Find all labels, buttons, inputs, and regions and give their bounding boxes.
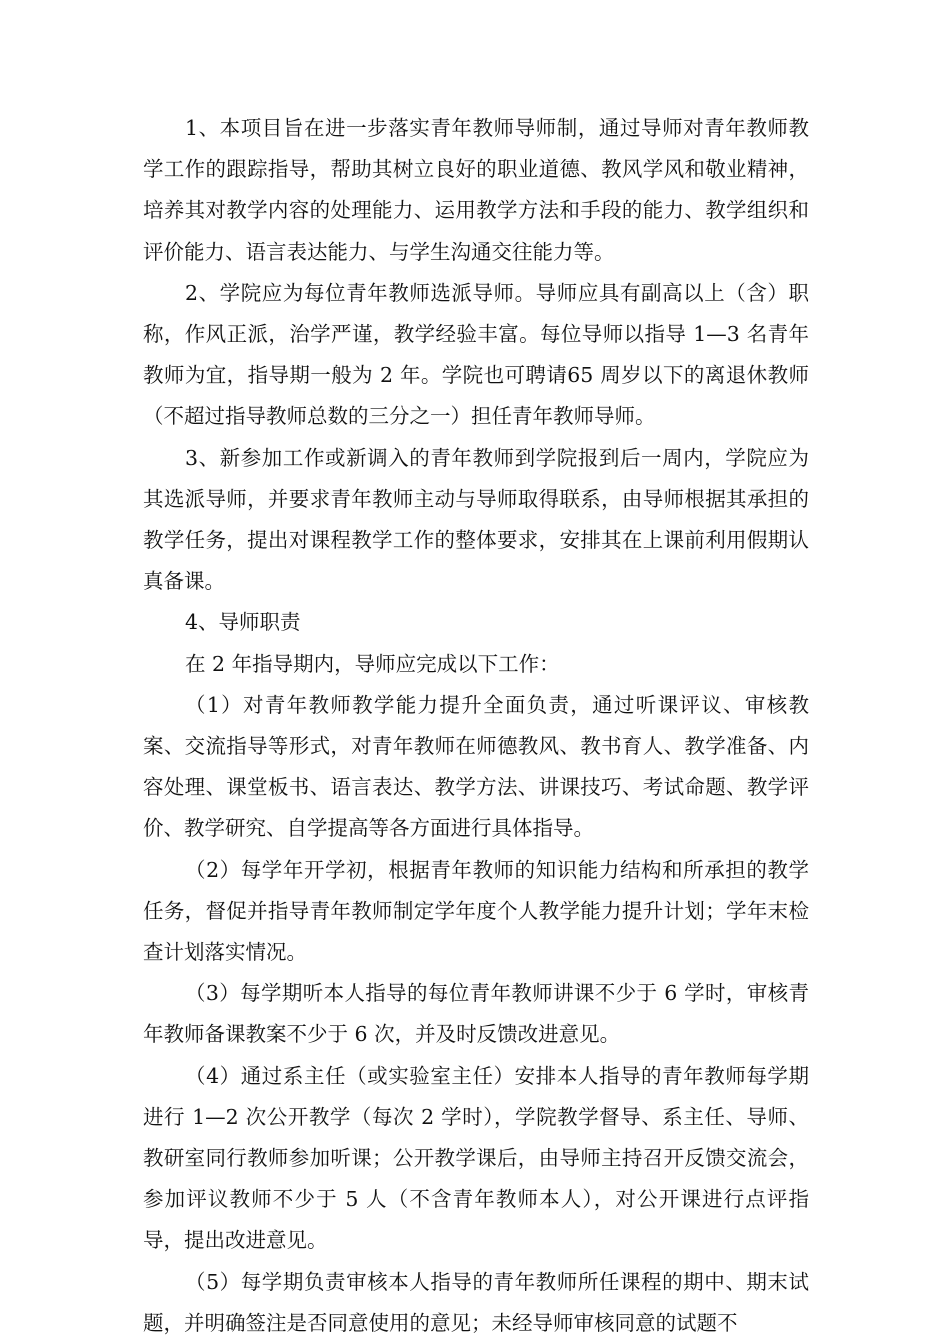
paragraph-item-3: 3、新参加工作或新调入的青年教师到学院报到后一周内，学院应为其选派导师，并要求青年教师主动与导师取得联系，由导师根据其承担的教学任务，提出对课程教学工作的整体要求，安排其在上课前利用假期认真备课。 xyxy=(143,445,809,594)
document-body xyxy=(143,108,809,1344)
paragraph-item-1: 1、本项目旨在进一步落实青年教师导师制，通过导师对青年教师教学工作的跟踪指导，帮助其树立良好的职业道德、教风学风和敬业精神，培养其对教学内容的处理能力、运用教学方法和手段的能力、教学组织和评价能力、语言表达能力、与学生沟通交往能力等。 xyxy=(143,116,809,264)
section-heading-mentor-duties: 4、导师职责 xyxy=(185,610,301,635)
duty-item-5: （5）每学期负责审核本人指导的青年教师所任课程的期中、期末试题，并明确签注是否同意使用的意见；未经导师审核同意的试题不 xyxy=(143,1269,809,1335)
duty-item-3: （3）每学期听本人指导的每位青年教师讲课不少于 6 学时，审核青年教师备课教案不少于 6 次，并及时反馈改进意见。 xyxy=(143,981,809,1047)
paragraph-item-2: 2、学院应为每位青年教师选派导师。导师应具有副高以上（含）职称，作风正派，治学严谨，教学经验丰富。每位导师以指导 1—3 名青年教师为宜，指导期一般为 2 年。学院也可聘请65 周岁以下的离退休教师（不超过指导教师总数的三分之一）担任青年教师导师。 xyxy=(143,280,809,429)
duty-item-2: （2）每学年开学初，根据青年教师的知识能力结构和所承担的教学任务，督促并指导青年教师制定学年度个人教学能力提升计划；学年末检查计划落实情况。 xyxy=(143,857,809,965)
duty-item-1: （1）对青年教师教学能力提升全面负责，通过听课评议、审核教案、交流指导等形式，对青年教师在师德教风、教书育人、教学准备、内容处理、课堂板书、语言表达、教学方法、讲课技巧、考试命题、教学评价、教学研究、自学提高等各方面进行具体指导。 xyxy=(143,692,809,841)
duty-item-4: （4）通过系主任（或实验室主任）安排本人指导的青年教师每学期进行 1—2 次公开教学（每次 2 学时），学院教学督导、系主任、导师、教研室同行教师参加听课；公开教学课后，由导师主持召开反馈交流会，参加评议教师不少于 5 人（不含青年教师本人），对公开课进行点评指导，提出改进意见。 xyxy=(143,1063,809,1253)
duties-intro: 在 2 年指导期内，导师应完成以下工作： xyxy=(185,651,560,676)
